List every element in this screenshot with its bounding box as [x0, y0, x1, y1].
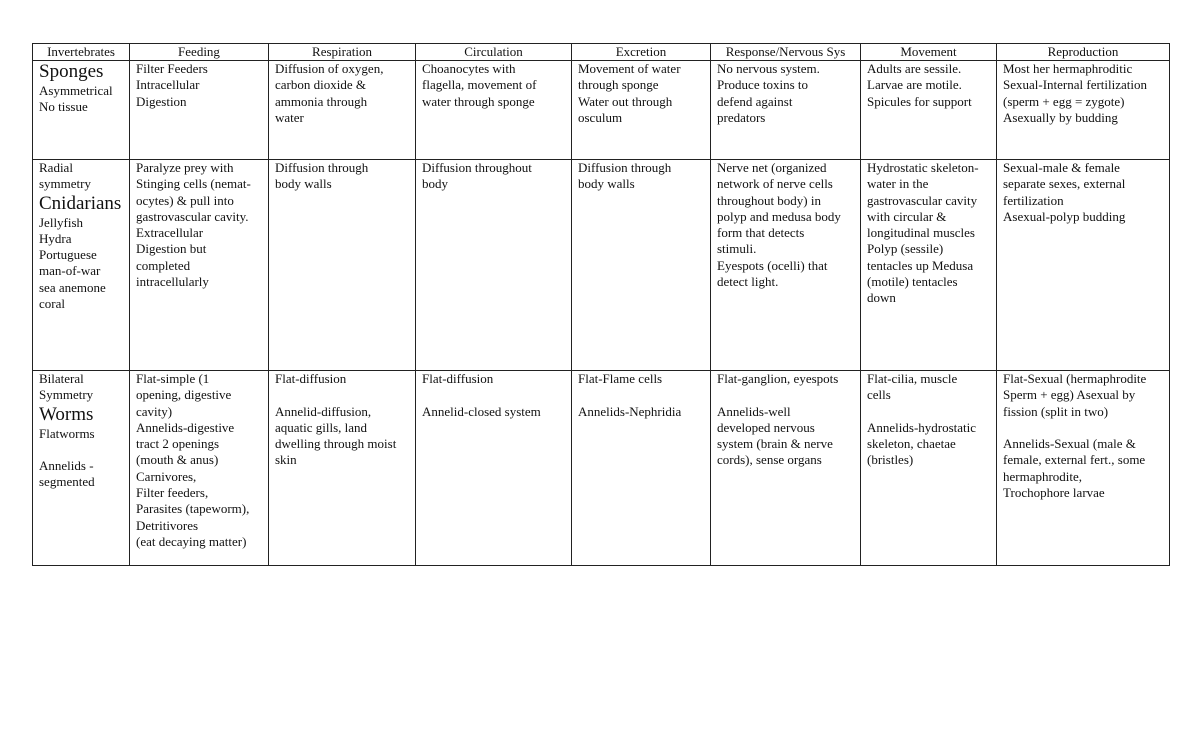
cell-text-line: Filter Feeders: [136, 61, 208, 76]
header-reproduction: Reproduction: [997, 44, 1170, 61]
cell-text-line: Choanocytes with: [422, 61, 516, 76]
header-movement: Movement: [861, 44, 997, 61]
cell-text-line: system (brain & nerve: [717, 436, 833, 452]
cell-text-line: Stinging cells (nemat-: [136, 176, 251, 192]
cell-text-line: body walls: [275, 176, 332, 192]
cell-text-line: osculum: [578, 109, 623, 125]
cell-text-line: defend against: [717, 93, 793, 109]
spacer: [275, 387, 409, 403]
cell-text-line: Adults are sessile.: [867, 61, 962, 76]
cell-text-line: Annelids-well: [717, 403, 791, 419]
cell-text-line: aquatic gills, land: [275, 419, 368, 435]
cell-text-line: stimuli.: [717, 241, 757, 257]
group-text: Hydra: [39, 230, 72, 246]
sponges-respiration-cell: [269, 61, 416, 160]
cell-text-line: with circular &: [867, 208, 947, 224]
spacer: [422, 387, 565, 403]
table-row-worms: [33, 371, 1170, 566]
cell-text-line: predators: [717, 109, 766, 125]
cell-text-line: (eat decaying matter): [136, 533, 247, 549]
spacer: [39, 442, 123, 458]
cell-text-line: ocytes) & pull into: [136, 192, 234, 208]
worms-reproduction-cell: [997, 371, 1170, 566]
cell-text-line: Hydrostatic skeleton-: [867, 160, 979, 175]
cell-text-line: Annelid-diffusion,: [275, 403, 372, 419]
cell-text-line: Digestion but: [136, 241, 207, 257]
cell-text-line: water in the: [867, 176, 929, 192]
cell-text-line: Most her hermaphroditic: [1003, 61, 1133, 76]
cell-text-line: Diffusion through: [275, 160, 369, 175]
group-cell-sponges: [33, 61, 130, 160]
invertebrates-comparison-table: [32, 43, 1170, 566]
sponges-excretion-cell: [572, 61, 711, 160]
header-circulation: Circulation: [416, 44, 572, 61]
group-cell-worms: [33, 371, 130, 566]
cell-text-line: Flat-Flame cells: [578, 371, 663, 386]
cell-text-line: fission (split in two): [1003, 403, 1109, 419]
cell-text-line: Extracellular: [136, 225, 204, 241]
group-text: No tissue: [39, 99, 88, 115]
cell-text-line: cells: [867, 387, 891, 403]
group-text: symmetry: [39, 176, 91, 192]
cell-text-line: Flat-simple (1: [136, 371, 210, 386]
table-row-sponges: [33, 61, 1170, 160]
cell-text-line: water: [275, 109, 304, 125]
worms-feeding-cell: [130, 371, 269, 566]
header-respiration: Respiration: [269, 44, 416, 61]
cell-text-line: cavity): [136, 403, 173, 419]
group-text: sea anemone: [39, 279, 106, 295]
header-response-nervous-sys: Response/Nervous Sys: [711, 44, 861, 61]
spacer: [1003, 420, 1163, 436]
cell-text-line: Annelids-Sexual (male &: [1003, 436, 1136, 452]
group-text: segmented: [39, 474, 95, 490]
cell-text-line: Diffusion through: [578, 160, 672, 175]
group-text: coral: [39, 296, 65, 312]
cell-text-line: ammonia through: [275, 93, 368, 109]
cell-text-line: down: [867, 290, 896, 306]
group-title: Cnidarians: [39, 192, 122, 214]
group-text: Portuguese: [39, 247, 97, 263]
cell-text-line: detect light.: [717, 274, 779, 290]
cell-text-line: intracellularly: [136, 274, 209, 290]
cell-text-line: Flat-diffusion: [275, 371, 347, 386]
cell-text-line: No nervous system.: [717, 61, 820, 76]
header-invertebrates: Invertebrates: [33, 44, 130, 61]
cell-text-line: form that detects: [717, 225, 805, 241]
cell-text-line: gastrovascular cavity: [867, 192, 978, 208]
cell-text-line: Polyp (sessile): [867, 241, 944, 257]
worms-respiration-cell: [269, 371, 416, 566]
cell-text-line: Diffusion of oxygen,: [275, 61, 384, 76]
cell-text-line: Sexual-male & female: [1003, 160, 1120, 175]
cell-text-line: body: [422, 176, 448, 192]
spacer: [867, 404, 990, 420]
spacer: [717, 387, 854, 403]
sponges-feeding-cell: [130, 61, 269, 160]
cell-text-line: Trochophore larvae: [1003, 485, 1105, 501]
cell-text-line: completed: [136, 257, 191, 273]
cell-text-line: developed nervous: [717, 419, 815, 435]
cell-text-line: Water out through: [578, 93, 673, 109]
cell-text-line: Movement of water: [578, 61, 681, 76]
cell-text-line: Sperm + egg) Asexual by: [1003, 387, 1136, 403]
group-cell-cnidarians: [33, 160, 130, 371]
group-text: Radial: [39, 160, 73, 175]
cell-text-line: opening, digestive: [136, 387, 232, 403]
cell-text-line: (motile) tentacles: [867, 274, 958, 290]
cell-text-line: Produce toxins to: [717, 77, 808, 93]
cell-text-line: hermaphrodite,: [1003, 468, 1083, 484]
worms-excretion-cell: [572, 371, 711, 566]
cell-text-line: polyp and medusa body: [717, 208, 841, 224]
cell-text-line: gastrovascular cavity.: [136, 208, 249, 224]
group-text: man-of-war: [39, 263, 101, 279]
cell-text-line: Sexual-Internal fertilization: [1003, 77, 1148, 93]
cell-text-line: Intracellular: [136, 77, 200, 93]
group-text: Flatworms: [39, 425, 95, 441]
worms-circulation-cell: [416, 371, 572, 566]
cell-text-line: Asexually by budding: [1003, 109, 1118, 125]
worms-movement-cell: [861, 371, 997, 566]
cnidarians-reproduction-cell: [997, 160, 1170, 371]
cnidarians-respiration-cell: [269, 160, 416, 371]
cell-text-line: separate sexes, external: [1003, 176, 1126, 192]
cell-text-line: (bristles): [867, 452, 914, 468]
header-feeding: Feeding: [130, 44, 269, 61]
cell-text-line: flagella, movement of: [422, 77, 537, 93]
cell-text-line: tract 2 openings: [136, 436, 220, 452]
cell-text-line: Annelids-digestive: [136, 419, 235, 435]
header-excretion: Excretion: [572, 44, 711, 61]
group-text: Annelids -: [39, 458, 94, 474]
cell-text-line: Asexual-polyp budding: [1003, 208, 1126, 224]
cell-text-line: Parasites (tapeworm),: [136, 501, 250, 517]
group-text: Asymmetrical: [39, 83, 113, 98]
cell-text-line: female, external fert., some: [1003, 452, 1146, 468]
cell-text-line: (sperm + egg = zygote): [1003, 93, 1125, 109]
sponges-movement-cell: [861, 61, 997, 160]
cell-text-line: Annelids-Nephridia: [578, 403, 682, 419]
cell-text-line: cords), sense organs: [717, 452, 822, 468]
cell-text-line: Flat-Sexual (hermaphrodite: [1003, 371, 1147, 386]
table-row-cnidarians: [33, 160, 1170, 371]
cell-text-line: Eyespots (ocelli) that: [717, 257, 828, 273]
header-row: [33, 44, 1170, 61]
cell-text-line: Diffusion throughout: [422, 160, 532, 175]
cell-text-line: through sponge: [578, 77, 659, 93]
cell-text-line: skeleton, chaetae: [867, 436, 956, 452]
cell-text-line: Flat-ganglion, eyespots: [717, 371, 839, 386]
cell-text-line: water through sponge: [422, 93, 535, 109]
cnidarians-feeding-cell: [130, 160, 269, 371]
cell-text-line: Flat-diffusion: [422, 371, 494, 386]
cell-text-line: (mouth & anus): [136, 452, 219, 468]
cell-text-line: Digestion: [136, 93, 187, 109]
cnidarians-movement-cell: [861, 160, 997, 371]
sponges-response-cell: [711, 61, 861, 160]
worms-response-cell: [711, 371, 861, 566]
cell-text-line: dwelling through moist: [275, 436, 397, 452]
cnidarians-response-cell: [711, 160, 861, 371]
cell-text-line: longitudinal muscles: [867, 225, 975, 241]
cnidarians-excretion-cell: [572, 160, 711, 371]
cell-text-line: network of nerve cells: [717, 176, 833, 192]
sponges-reproduction-cell: [997, 61, 1170, 160]
cell-text-line: Annelid-closed system: [422, 403, 541, 419]
cell-text-line: Spicules for support: [867, 93, 972, 109]
group-title: Sponges: [39, 61, 104, 82]
cell-text-line: body walls: [578, 176, 635, 192]
cell-text-line: Detritivores: [136, 517, 199, 533]
spacer: [578, 387, 704, 403]
cnidarians-circulation-cell: [416, 160, 572, 371]
group-text: Symmetry: [39, 387, 94, 403]
cell-text-line: Filter feeders,: [136, 485, 209, 501]
cell-text-line: carbon dioxide &: [275, 77, 366, 93]
group-text: Bilateral: [39, 371, 84, 386]
cell-text-line: Annelids-hydrostatic: [867, 419, 977, 435]
cell-text-line: Carnivores,: [136, 468, 197, 484]
sponges-circulation-cell: [416, 61, 572, 160]
cell-text-line: Larvae are motile.: [867, 77, 962, 93]
cell-text-line: tentacles up Medusa: [867, 257, 974, 273]
cell-text-line: throughout body) in: [717, 192, 821, 208]
cell-text-line: Nerve net (organized: [717, 160, 827, 175]
group-title: Worms: [39, 403, 94, 425]
cell-text-line: skin: [275, 452, 297, 468]
cell-text-line: fertilization: [1003, 192, 1064, 208]
cell-text-line: Paralyze prey with: [136, 160, 234, 175]
group-text: Jellyfish: [39, 214, 84, 230]
cell-text-line: Flat-cilia, muscle: [867, 371, 958, 386]
